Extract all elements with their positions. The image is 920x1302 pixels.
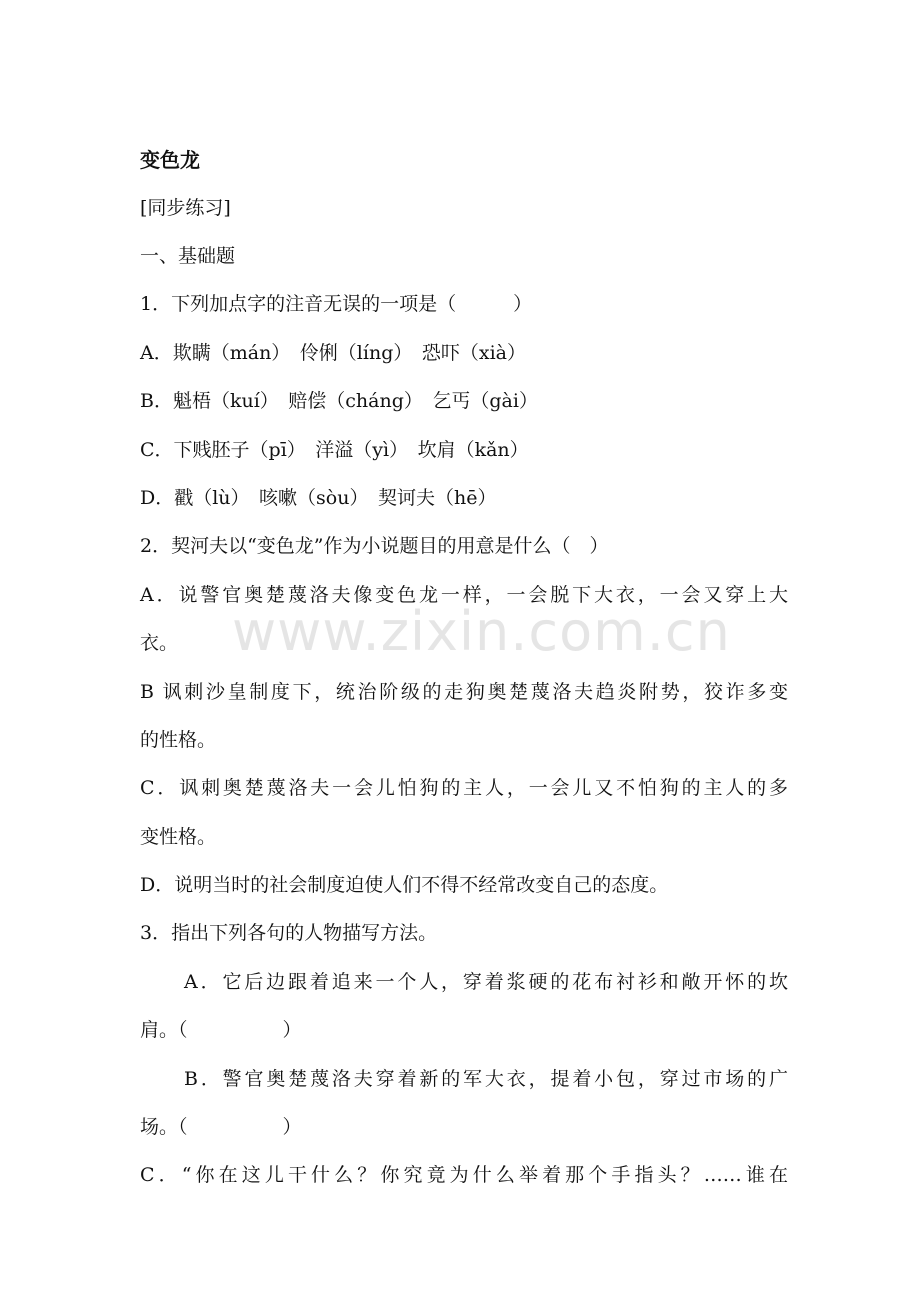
q1-option-a: A．欺瞒（mán） 伶俐（líng） 恐吓（xià） (140, 342, 526, 364)
question-2: 2．契河夫以“变色龙”作为小说题目的用意是什么（ ） (140, 535, 609, 557)
q1-option-b: B．魁梧（kuí） 赔偿（cháng） 乞丐（gài） (140, 390, 538, 412)
q3-item-c: C．“你在这儿干什么？你究竟为什么举着那个手指头？……谁在 (140, 1164, 788, 1186)
q1-option-d: D．戳（lù） 咳嗽（sòu） 契诃夫（hē） (140, 487, 497, 509)
part-heading: 一、基础题 (140, 245, 236, 267)
q2-option-a: A．说警官奥楚蔑洛夫像变色龙一样，一会脱下大衣，一会又穿上大 (140, 584, 788, 606)
q2-option-c-cont: 变性格。 (140, 826, 217, 848)
q2-option-d: D．说明当时的社会制度迫使人们不得不经常改变自己的态度。 (140, 874, 669, 896)
question-3: 3．指出下列各句的人物描写方法。 (140, 922, 438, 944)
q3-item-b: B．警官奥楚蔑洛夫穿着新的军大衣，提着小包，穿过市场的广 (184, 1068, 788, 1090)
watermark: www.zixin.com.cn (232, 600, 731, 663)
q3-item-a-cont: 肩。（ ） (140, 1019, 302, 1041)
section-tag: [同步练习] (140, 197, 231, 219)
q2-option-b: B 讽刺沙皇制度下，统治阶级的走狗奥楚蔑洛夫趋炎附势，狡诈多变 (140, 681, 788, 703)
q3-item-b-cont: 场。（ ） (140, 1116, 302, 1138)
q2-option-a-cont: 衣。 (140, 632, 179, 654)
q2-option-b-cont: 的性格。 (140, 729, 217, 751)
q3-item-a: A．它后边跟着追来一个人，穿着浆硬的花布衬衫和敞开怀的坎 (184, 971, 788, 993)
question-1: 1．下列加点字的注音无误的一项是（ ） (140, 293, 533, 315)
document-title: 变色龙 (140, 148, 200, 172)
q2-option-c: C．讽刺奥楚蔑洛夫一会儿怕狗的主人，一会儿又不怕狗的主人的多 (140, 777, 788, 799)
q1-option-c: C．下贱胚子（pī） 洋溢（yì） 坎肩（kǎn） (140, 439, 529, 461)
